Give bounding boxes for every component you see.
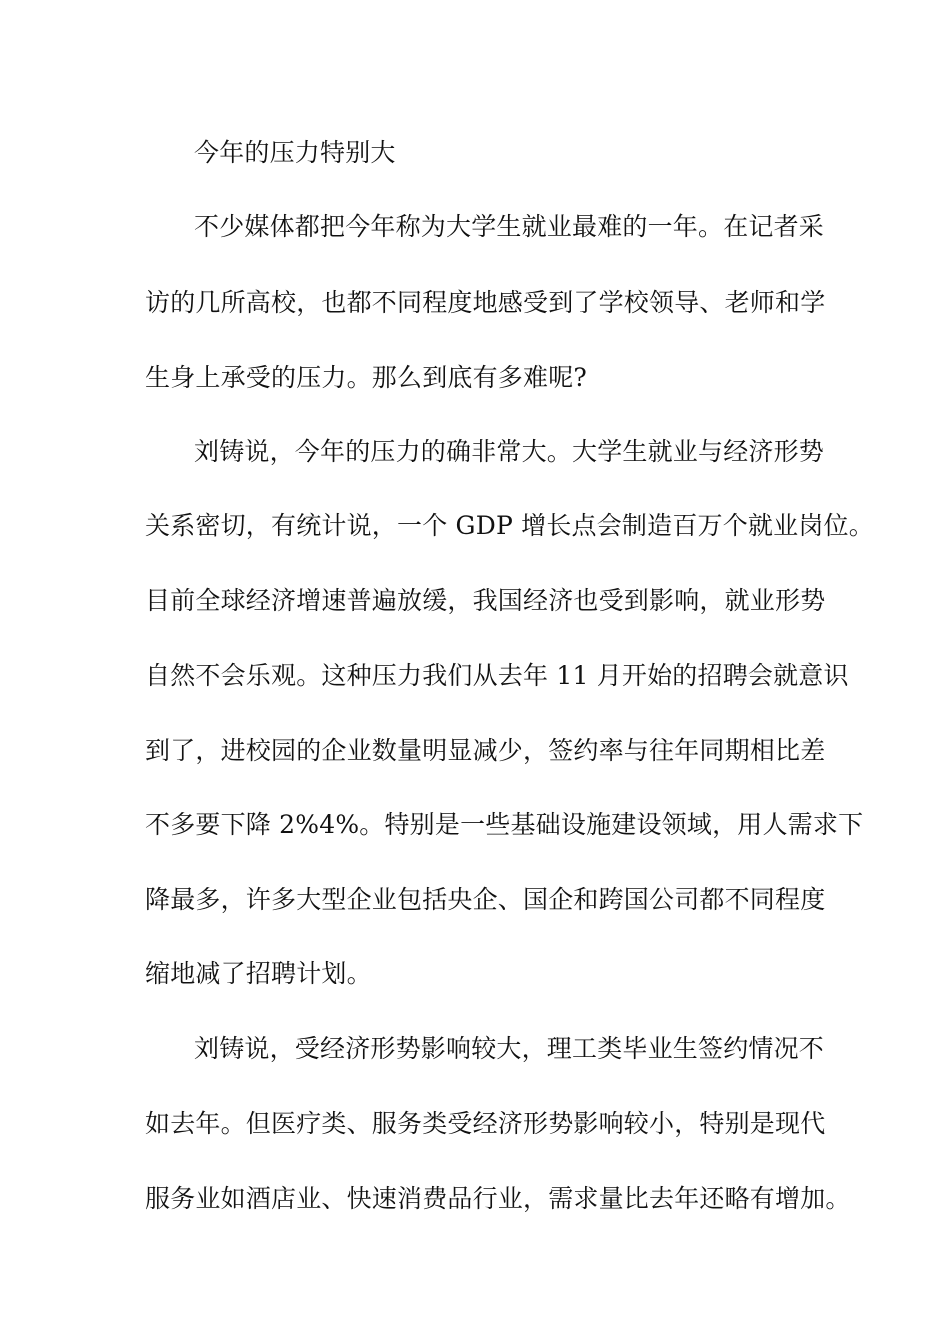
paragraph-line: 服务业如酒店业、快速消费品行业，需求量比去年还略有增加。 bbox=[145, 1184, 851, 1213]
paragraph-line: 到了，进校园的企业数量明显减少，签约率与往年同期相比差 bbox=[145, 736, 826, 765]
paragraph-line: 关系密切，有统计说，一个 GDP 增长点会制造百万个就业岗位。 bbox=[145, 511, 874, 540]
paragraph-line: 刘铸说，受经济形势影响较大，理工类毕业生签约情况不 bbox=[194, 1034, 825, 1063]
paragraph-line: 访的几所高校，也都不同程度地感受到了学校领导、老师和学 bbox=[145, 288, 826, 317]
paragraph-line: 刘铸说，今年的压力的确非常大。大学生就业与经济形势 bbox=[194, 437, 825, 466]
paragraph-line: 缩地减了招聘计划。 bbox=[145, 959, 372, 988]
paragraph-line: 不多要下降 2%4%。特别是一些基础设施建设领域，用人需求下 bbox=[145, 810, 864, 839]
paragraph-line: 不少媒体都把今年称为大学生就业最难的一年。在记者采 bbox=[194, 212, 825, 241]
paragraph-line: 如去年。但医疗类、服务类受经济形势影响较小，特别是现代 bbox=[145, 1109, 826, 1138]
paragraph-line: 生身上承受的压力。那么到底有多难呢? bbox=[145, 363, 588, 392]
paragraph-line: 自然不会乐观。这种压力我们从去年 11 月开始的招聘会就意识 bbox=[145, 661, 849, 690]
section-heading: 今年的压力特别大 bbox=[194, 138, 396, 167]
paragraph-line: 目前全球经济增速普遍放缓，我国经济也受到影响，就业形势 bbox=[145, 586, 826, 615]
paragraph-line: 降最多，许多大型企业包括央企、国企和跨国公司都不同程度 bbox=[145, 885, 826, 914]
